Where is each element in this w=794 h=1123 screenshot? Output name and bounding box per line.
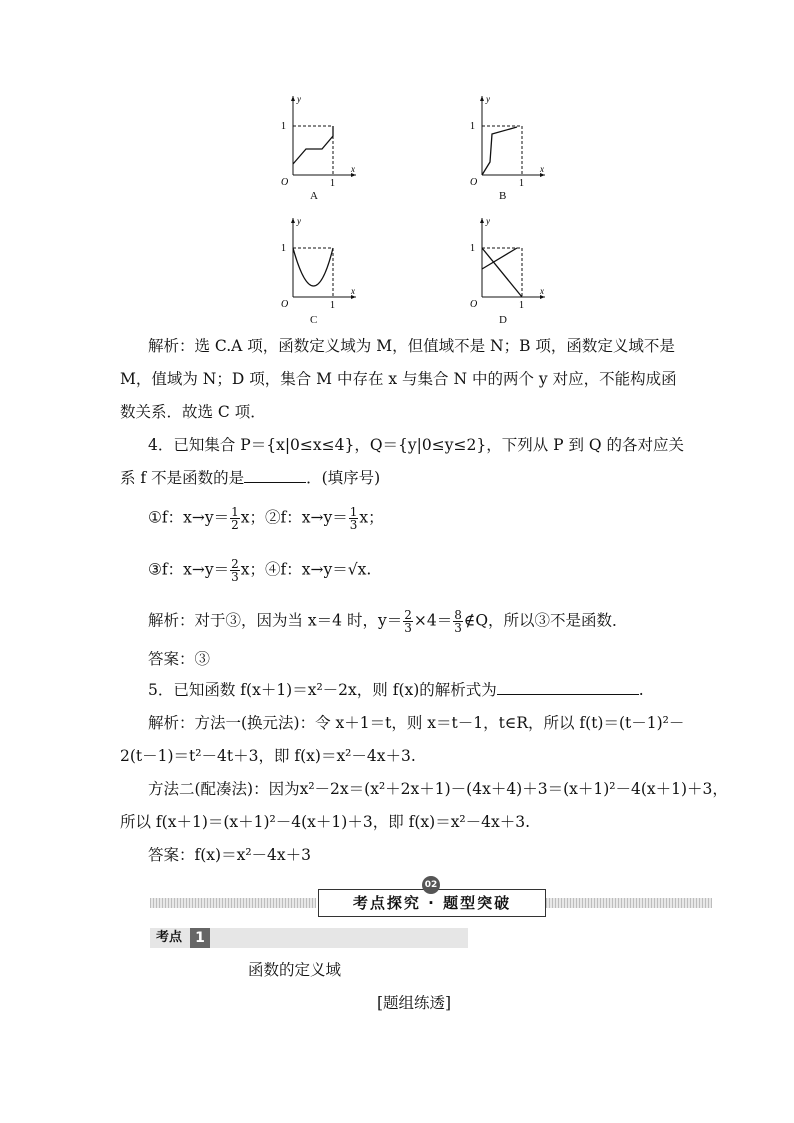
graph-c-origin: O xyxy=(281,299,289,310)
fraction-1-3: $\frac{1}{3}$ xyxy=(349,505,358,532)
q5-answer-blank[interactable] xyxy=(497,693,639,695)
q4-line2-end: ．(填序号) xyxy=(306,469,381,487)
graph-a xyxy=(278,92,358,204)
graph-d-xtick: 1 xyxy=(519,300,524,311)
graph-a-origin: O xyxy=(281,177,289,188)
q4-line2-text: 系 f 不是函数的是 xyxy=(120,469,245,487)
q5-method1-line2: 2(t－1)＝t²－4t＋3，即 f(x)＝x²－4x＋3. xyxy=(120,747,416,765)
analysis3-line3: 数关系．故选 C 项． xyxy=(120,403,266,421)
graph-a-xtick: 1 xyxy=(330,178,335,189)
q4-line1: 4．已知集合 P＝{x|0≤x≤4}，Q＝{y|0≤y≤2}，下列从 P 到 Q 的各对应关 xyxy=(148,436,685,454)
q4-options-1-2 xyxy=(148,506,384,531)
q4-line2 xyxy=(120,468,380,488)
q5-method2-line2: 所以 f(x＋1)＝(x＋1)²－4(x＋1)＋3，即 f(x)＝x²－4x＋3. xyxy=(120,813,531,831)
q4-analysis-b: ×4＝ xyxy=(413,611,453,630)
graph-b-xlabel: x xyxy=(540,164,544,174)
graph-d-caption: D xyxy=(499,314,507,326)
graph-b-origin: O xyxy=(470,177,478,188)
q4-analysis-a: 解析：对于③，因为当 x＝4 时，y＝ xyxy=(148,611,403,630)
fraction-2-3: $\frac{2}{3}$ xyxy=(231,557,239,584)
q4-opt3-end: x； xyxy=(240,560,266,579)
graph-b-ytick: 1 xyxy=(470,121,475,132)
section-title: 函数的定义域 xyxy=(248,961,342,979)
graph-a-ytick: 1 xyxy=(281,121,286,132)
graph-b-caption: B xyxy=(499,190,507,202)
q5-method2-line1: 方法二(配凑法)：因为x²－2x＝(x²＋2x＋1)－(4x＋4)＋3＝(x＋1)²－4(x＋1)＋3， xyxy=(148,780,728,798)
graph-b-xtick: 1 xyxy=(519,178,524,189)
q5-line1 xyxy=(148,680,644,700)
section-subtitle: [题组练透] xyxy=(377,994,452,1012)
q4-opt1: ①f：x→y＝ xyxy=(148,508,230,527)
graph-d-ytick: 1 xyxy=(470,243,475,254)
graph-d-ylabel: y xyxy=(486,216,490,226)
graph-c-xtick: 1 xyxy=(330,300,335,311)
q4-opt4: ④f：x→y＝√x. xyxy=(265,560,372,579)
section-label-bar xyxy=(150,928,468,948)
graph-c-ytick: 1 xyxy=(281,243,286,254)
banner-badge: 02 xyxy=(422,876,440,894)
q5-question: 5．已知函数 f(x＋1)＝x²－2x，则 f(x)的解析式为 xyxy=(148,681,497,699)
q4-analysis xyxy=(148,609,628,634)
graph-a-caption: A xyxy=(310,190,318,202)
graph-c-xlabel: x xyxy=(351,286,355,296)
q5-line1-end: . xyxy=(638,681,644,699)
section-number: 1 xyxy=(190,928,210,948)
q4-opt3: ③f：x→y＝ xyxy=(148,560,230,579)
q4-opt2: ②f：x→y＝ xyxy=(265,508,348,527)
q4-opt2-end: x； xyxy=(359,508,384,527)
section-label: 考点 xyxy=(156,930,183,945)
graph-d-origin: O xyxy=(470,299,478,310)
graph-d xyxy=(467,214,547,326)
section-banner xyxy=(150,880,712,917)
graph-c-plot xyxy=(278,214,358,309)
q4-options-3-4 xyxy=(148,558,371,583)
banner-hatch-right xyxy=(546,898,712,908)
q4-answer: 答案：③ xyxy=(148,650,211,668)
q4-analysis-c: ∉Q，所以③不是函数． xyxy=(463,611,628,630)
graph-c-caption: C xyxy=(310,314,318,326)
graph-c-ylabel: y xyxy=(297,216,301,226)
q4-opt1-end: x； xyxy=(240,508,266,527)
analysis3-line1: 解析：选 C.A 项，函数定义域为 M，但值域不是 N；B 项，函数定义域不是 xyxy=(148,337,675,355)
fraction-8-3: $\frac{8}{3}$ xyxy=(454,608,462,635)
graph-a-plot xyxy=(278,92,358,187)
graph-b-ylabel: y xyxy=(486,94,490,104)
banner-hatch-left xyxy=(150,898,316,908)
graph-d-plot xyxy=(467,214,547,309)
fraction-2-3-b: $\frac{2}{3}$ xyxy=(404,608,412,635)
graph-a-ylabel: y xyxy=(297,94,301,104)
fraction-1-2: $\frac{1}{2}$ xyxy=(231,505,239,532)
graph-d-xlabel: x xyxy=(540,286,544,296)
graph-a-xlabel: x xyxy=(351,164,355,174)
banner-title: 考点探究 · 题型突破 xyxy=(318,889,546,917)
analysis3-line2: M，值域为 N；D 项，集合 M 中存在 x 与集合 N 中的两个 y 对应，不能构成函 xyxy=(120,370,677,388)
graph-b xyxy=(467,92,547,204)
q5-answer: 答案：f(x)＝x²－4x＋3 xyxy=(148,846,311,864)
q5-method1-line1: 解析：方法一(换元法)：令 x＋1＝t，则 x＝t－1，t∈R，所以 f(t)＝(t－1)²－ xyxy=(148,714,685,732)
q4-answer-blank[interactable] xyxy=(244,481,306,483)
graph-b-plot xyxy=(467,92,547,187)
graph-c xyxy=(278,214,358,326)
